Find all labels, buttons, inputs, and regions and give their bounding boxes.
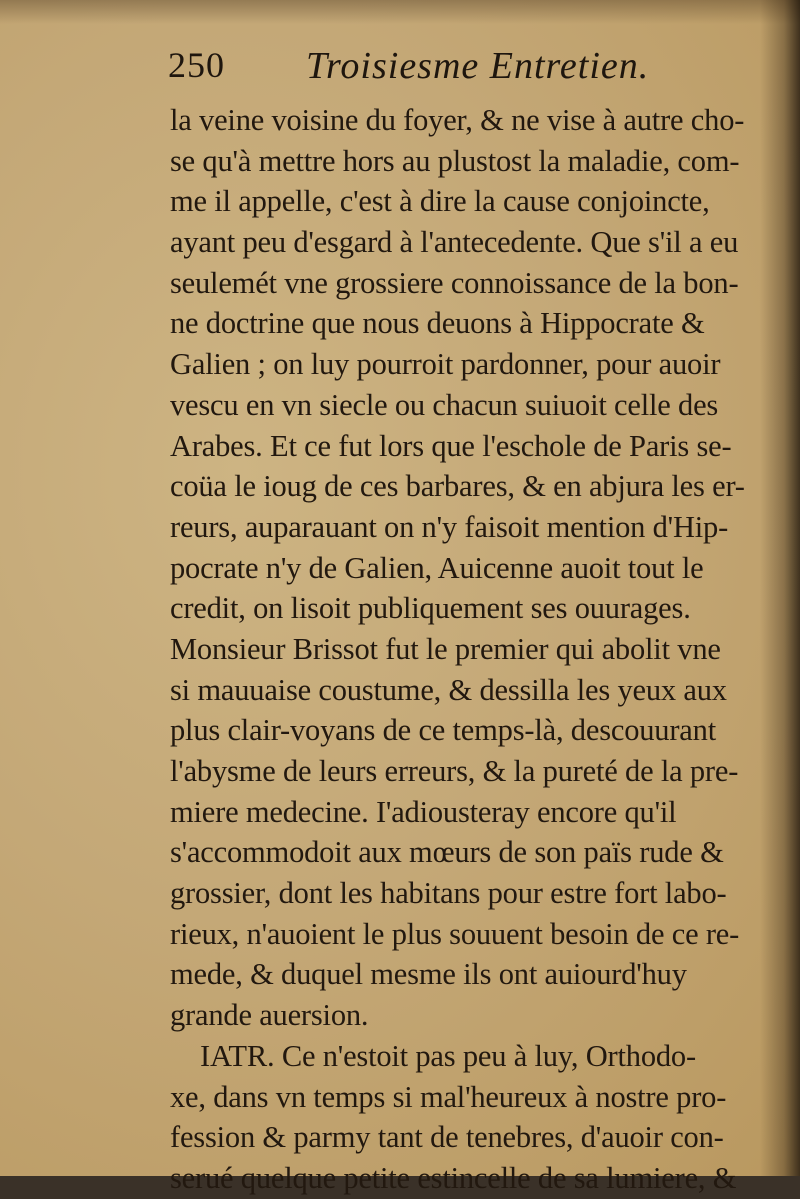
text-line: pocrate n'y de Galien, Auicenne auoit tout le [170,550,704,585]
text-line: ne doctrine que nous deuons à Hippocrate & [170,306,705,341]
text-line: ayant peu d'esgard à l'antecedente. Que s'il a eu [170,225,739,260]
text-line: coüa le ioug de ces barbares, & en abjura les er- [170,469,745,504]
text-line-paragraph-start: IATR. Ce n'estoit pas peu à luy, Orthodo- [200,1038,696,1073]
binding-shadow [760,0,800,1176]
show-through-texture [60,540,170,940]
text-line: Monsieur Brissot fut le premier qui abolit vne [170,631,721,666]
top-edge-shadow [0,0,800,24]
text-line: me il appelle, c'est à dire la cause conjoincte, [170,184,710,219]
running-title: Troisiesme Entretien. [306,45,650,87]
text-line: fession & parmy tant de tenebres, d'auoir con- [170,1120,724,1155]
text-line: serué quelque petite estincelle de sa lumiere, & [170,1160,737,1195]
text-line: credit, on lisoit publiquement ses ouurages. [170,591,691,626]
text-line: si mauuaise coustume, & dessilla les yeux aux [170,672,727,707]
body-text [170,100,770,1199]
text-line: plus clair-voyans de ce temps-là, descouurant [170,713,716,748]
text-line: reurs, auparauant on n'y faisoit mention d'Hip- [170,509,729,544]
text-line: grande auersion. [170,998,369,1033]
text-line: s'accommodoit aux mœurs de son païs rude & [170,835,724,870]
text-line: xe, dans vn temps si mal'heureux à nostre pro- [170,1079,727,1114]
text-line: se qu'à mettre hors au plustost la maladie, com- [170,143,740,178]
text-line: grossier, dont les habitans pour estre fort labo- [170,876,727,911]
text-line: seulemét vne grossiere connoissance de la bon- [170,265,739,300]
page-number: 250 [168,45,225,85]
text-line: la veine voisine du foyer, & ne vise à autre cho- [170,103,745,137]
text-line: rieux, n'auoient le plus souuent besoin de ce re- [170,916,740,951]
text-line: miere medecine. I'adiousteray encore qu'il [170,794,677,829]
page-header [168,44,748,94]
text-line: vescu en vn siecle ou chacun suiuoit celle des [170,387,719,422]
text-line: l'abysme de leurs erreurs, & la pureté de la pre- [170,754,739,788]
text-line: Arabes. Et ce fut lors que l'eschole de Paris se- [170,428,732,463]
text-line: Galien ; on luy pourroit pardonner, pour auoir [170,347,721,382]
text-line: mede, & duquel mesme ils ont auiourd'huy [170,957,687,992]
